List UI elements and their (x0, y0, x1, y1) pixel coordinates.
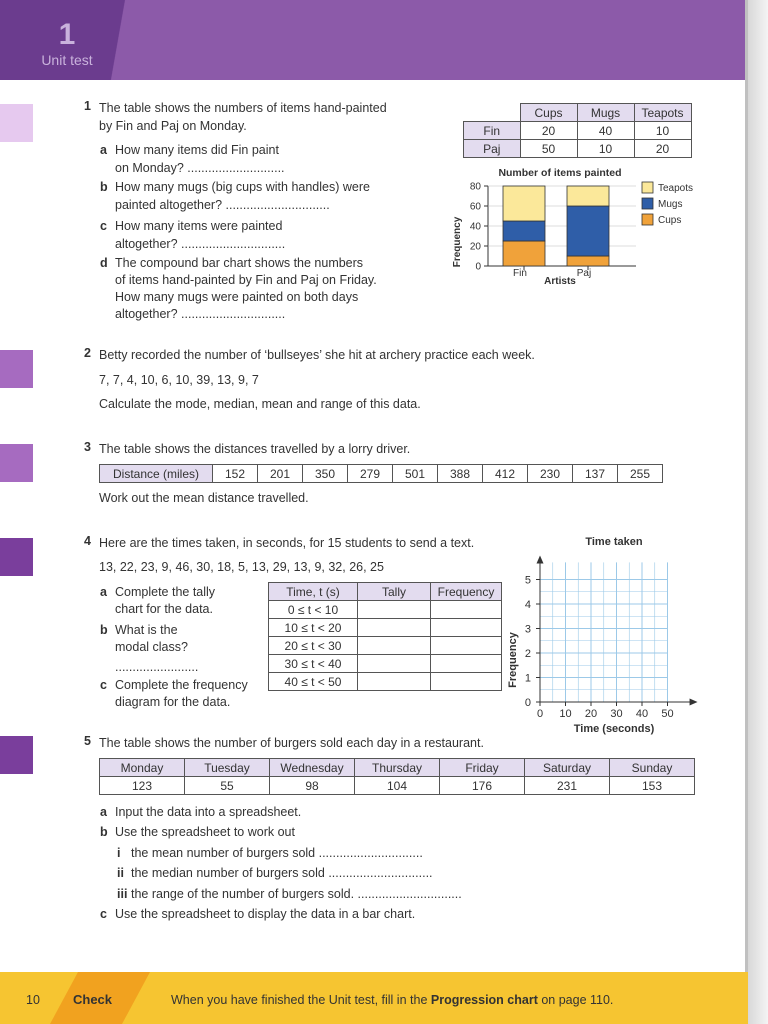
q2-task: Calculate the mode, median, mean and range of this data. (99, 397, 421, 411)
grid-ytick-label: 2 (524, 648, 531, 660)
side-tab-2 (0, 350, 33, 388)
q4a-line1: Complete the tally (115, 585, 216, 599)
day-header: Saturday (525, 759, 610, 777)
grid-title: Time taken (585, 536, 643, 548)
q5-text: The table shows the number of burgers sold each day in a restaurant. (99, 736, 484, 750)
q4c-line1: Complete the frequency (115, 678, 248, 692)
q1-table-cell: 20 (634, 140, 691, 158)
q4b-line2: modal class? (115, 640, 188, 654)
q3-table (99, 464, 663, 483)
compound-bar-chart (440, 162, 710, 292)
q1d-letter: d (100, 256, 108, 270)
q2-text: Betty recorded the number of ‘bullseyes’ she hit at archery practice each week. (99, 348, 535, 362)
q1c-letter: c (100, 219, 107, 233)
q1b-letter: b (100, 180, 108, 194)
grid-ytick-label: 4 (524, 599, 531, 611)
footer-note (171, 991, 613, 1009)
day-header: Wednesday (270, 759, 355, 777)
q5-table (99, 758, 695, 795)
tally-class: 30 ≤ t < 40 (269, 655, 358, 673)
grid-xtick-label: 0 (536, 708, 544, 720)
check-label: Check (73, 992, 113, 1007)
chart-ytick-label: 80 (469, 181, 481, 193)
bar-segment-cups-fin (503, 241, 545, 266)
frequency-cell[interactable] (431, 601, 502, 619)
bar-segment-teapots-fin (503, 186, 545, 221)
q4a-letter: a (100, 585, 107, 599)
q5a-letter: a (100, 805, 107, 819)
q1-table-cell: 40 (577, 122, 634, 140)
frequency-cell[interactable] (431, 673, 502, 691)
day-header: Tuesday (185, 759, 270, 777)
tally-cell[interactable] (358, 619, 431, 637)
tally-header-frequency: Frequency (431, 583, 502, 601)
q1-table-header: Cups (520, 104, 577, 122)
q4-data: 13, 22, 23, 9, 46, 30, 18, 5, 13, 29, 13, 9, 32, 26, 25 (99, 560, 384, 574)
frequency-cell[interactable] (431, 655, 502, 673)
q2-data: 7, 7, 4, 10, 6, 10, 39, 13, 9, 7 (99, 373, 259, 387)
q4-text: Here are the times taken, in seconds, for 15 students to send a text. (99, 536, 475, 550)
q1d-line3: How many mugs were painted on both days (115, 290, 359, 304)
q1d-line1: The compound bar chart shows the numbers (115, 256, 364, 270)
grid-xtick-label: 10 (559, 708, 572, 720)
burgers-cell: 55 (185, 777, 270, 795)
q1-number: 1 (84, 99, 91, 113)
chart-xlabel: Artists (544, 276, 576, 287)
legend-label: Cups (658, 215, 682, 226)
chart-ytick-label: 0 (475, 261, 481, 273)
grid-xtick-label: 40 (635, 708, 649, 720)
q1-table-header: Mugs (577, 104, 634, 122)
distance-cell: 279 (348, 465, 393, 483)
q1-table-rowname: Fin (464, 122, 521, 140)
tally-class: 0 ≤ t < 10 (269, 601, 358, 619)
chart-category-label: Fin (513, 268, 527, 279)
chart-ytick-label: 20 (469, 241, 481, 253)
q1-table-rowname: Paj (464, 140, 521, 158)
q1-table-cell: 10 (634, 122, 691, 140)
tally-cell[interactable] (358, 673, 431, 691)
q4b-line1: What is the (115, 623, 178, 637)
frequency-cell[interactable] (431, 619, 502, 637)
tally-class: 20 ≤ t < 30 (269, 637, 358, 655)
legend-label: Mugs (658, 199, 683, 210)
footer-note-start: When you have finished the Unit test, fill in the (171, 993, 431, 1007)
q1-table-header: Teapots (634, 104, 691, 122)
chart-ytick-label: 60 (469, 201, 481, 213)
side-tab-3 (0, 444, 33, 482)
bar-segment-mugs-paj (567, 206, 609, 256)
q5b-text: Use the spreadsheet to work out (115, 825, 295, 839)
q5biii-numeral: iii (117, 887, 128, 901)
q4-number: 4 (84, 534, 91, 548)
burgers-cell: 123 (100, 777, 185, 795)
q3-text: The table shows the distances travelled by a lorry driver. (99, 442, 411, 456)
q1-table (463, 103, 692, 158)
q1c-line1: How many items were painted (115, 219, 283, 233)
tally-cell[interactable] (358, 637, 431, 655)
q4b-letter: b (100, 623, 108, 637)
side-tab-1 (0, 104, 33, 142)
unit-number: 1 (58, 18, 76, 51)
tally-cell[interactable] (358, 655, 431, 673)
grid-ytick-label: 0 (524, 697, 531, 709)
chart-category-label: Paj (576, 268, 592, 279)
q1d-line4: altogether? .............................. (115, 307, 286, 321)
legend-swatch (642, 214, 653, 225)
distance-cell: 255 (618, 465, 663, 483)
chart-ylabel: Frequency (452, 216, 463, 268)
q5c-letter: c (100, 907, 107, 921)
distance-cell: 201 (258, 465, 303, 483)
side-tab-5 (0, 736, 33, 774)
q5a-text: Input the data into a spreadsheet. (115, 805, 302, 819)
tally-header-time: Time, t (s) (269, 583, 358, 601)
unit-label: Unit test (41, 52, 93, 68)
q5c-text: Use the spreadsheet to display the data in a bar chart. (115, 907, 416, 921)
day-header: Monday (100, 759, 185, 777)
q1-table-cell: 10 (577, 140, 634, 158)
tally-class: 40 ≤ t < 50 (269, 673, 358, 691)
burgers-cell: 153 (610, 777, 695, 795)
q5bii-numeral: ii (117, 866, 124, 880)
chart-ytick-label: 40 (469, 221, 481, 233)
grid-ytick-label: 1 (524, 672, 531, 685)
q5biii-text: the range of the number of burgers sold. .............................. (131, 887, 462, 901)
distance-cell: 230 (528, 465, 573, 483)
distance-cell: 388 (438, 465, 483, 483)
legend-label: Teapots (658, 183, 694, 194)
q4c-line2: diagram for the data. (115, 695, 231, 709)
grid-ytick-label: 5 (524, 574, 531, 587)
q4b-answer-dots: ........................ (115, 660, 199, 674)
q1d-line2: of items hand-painted by Fin and Paj on Friday. (115, 273, 377, 287)
q1-intro-line1: The table shows the numbers of items hand-painted (99, 101, 387, 115)
tally-class: 10 ≤ t < 20 (269, 619, 358, 637)
distance-cell: 412 (483, 465, 528, 483)
day-header: Sunday (610, 759, 695, 777)
distance-cell: 137 (573, 465, 618, 483)
q1-table-cell: 20 (520, 122, 577, 140)
q3-number: 3 (84, 440, 91, 454)
grid-x-arrow (690, 699, 698, 706)
q5bi-numeral: i (117, 846, 121, 860)
q1-intro-line2: by Fin and Paj on Monday. (99, 119, 247, 133)
footer-note-end: on page 110. (537, 993, 614, 1007)
q1b-line2: painted altogether? .............................. (115, 198, 330, 212)
side-tab-4 (0, 538, 33, 576)
distance-cell: 501 (393, 465, 438, 483)
q5bi-text: the mean number of burgers sold .............................. (131, 846, 423, 860)
burgers-cell: 176 (440, 777, 525, 795)
q3-task: Work out the mean distance travelled. (99, 491, 309, 505)
frequency-diagram-grid[interactable] (500, 532, 710, 737)
page-number: 10 (26, 993, 40, 1007)
q5bii-text: the median number of burgers sold .............................. (131, 866, 433, 880)
tally-cell[interactable] (358, 601, 431, 619)
q2-number: 2 (84, 346, 91, 360)
progression-chart-link: Progression chart (430, 993, 538, 1007)
grid-xtick-label: 50 (661, 708, 674, 720)
legend-swatch (642, 182, 653, 193)
grid-xtick-label: 20 (584, 708, 598, 720)
q4a-line2: chart for the data. (115, 602, 213, 616)
chart-title: Number of items painted (498, 167, 622, 179)
q5-number: 5 (84, 734, 91, 748)
legend-swatch (642, 198, 653, 209)
distance-cell: 350 (303, 465, 348, 483)
q5b-letter: b (100, 825, 108, 839)
day-header: Thursday (355, 759, 440, 777)
grid-ylabel: Frequency (507, 632, 519, 688)
bar-segment-mugs-fin (503, 221, 545, 241)
q1a-line2: on Monday? ............................ (115, 161, 285, 175)
bar-segment-cups-paj (567, 256, 609, 266)
q1-table-corner (464, 104, 521, 122)
burgers-cell: 104 (355, 777, 440, 795)
grid-xlabel: Time (seconds) (573, 723, 655, 735)
q1c-line2: altogether? .............................. (115, 237, 286, 251)
burgers-cell: 98 (270, 777, 355, 795)
grid-y-arrow (537, 555, 544, 563)
q1a-letter: a (100, 143, 107, 157)
day-header: Friday (440, 759, 525, 777)
distance-cell: 152 (213, 465, 258, 483)
q3-table-header: Distance (miles) (100, 465, 213, 483)
page-edge (748, 0, 768, 1024)
frequency-cell[interactable] (431, 637, 502, 655)
tally-header-tally: Tally (358, 583, 431, 601)
grid-ytick-label: 3 (524, 623, 531, 636)
q1b-line1: How many mugs (big cups with handles) were (115, 180, 370, 194)
q1a-line1: How many items did Fin paint (115, 143, 279, 157)
q4c-letter: c (100, 678, 107, 692)
burgers-cell: 231 (525, 777, 610, 795)
q1-table-cell: 50 (520, 140, 577, 158)
q4-tally-table (268, 582, 502, 691)
bar-segment-teapots-paj (567, 186, 609, 206)
grid-xtick-label: 30 (610, 708, 623, 720)
